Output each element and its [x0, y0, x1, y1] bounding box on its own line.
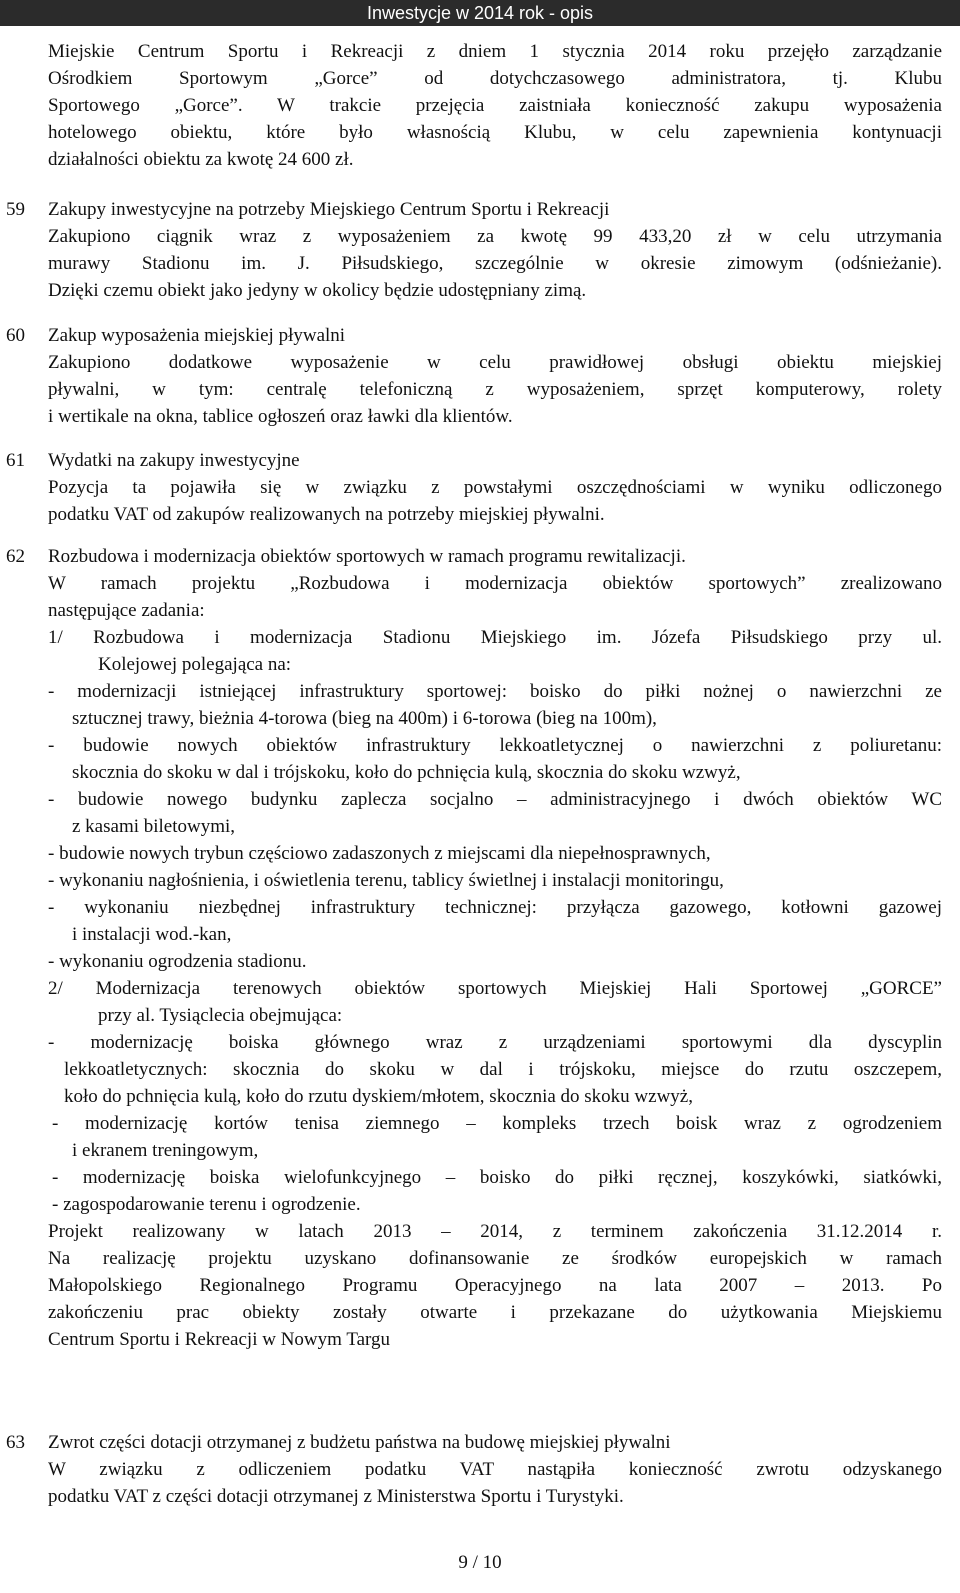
list-item: - modernizację kortów tenisa ziemnego – kompleks trzech boisk wraz z ogrodzeniem — [52, 1113, 942, 1134]
list-item: - budowie nowego budynku zaplecza socjalno – administracyjnego i dwóch obiektów WC — [48, 789, 942, 810]
text-line: Zakupiono dodatkowe wyposażenie w celu prawidłowej obsługi obiektu miejskiej — [48, 352, 942, 373]
list-item: - modernizację boiska wielofunkcyjnego – boisko do piłki ręcznej, koszykówki, siatkówki, — [52, 1167, 942, 1188]
text-line: W ramach projektu „Rozbudowa i modernizacja obiektów sportowych” zrealizowano — [48, 573, 942, 594]
item-title: Wydatki na zakupy inwestycyjne — [48, 450, 300, 471]
item-title: Zwrot części dotacji otrzymanej z budżetu państwa na budowę miejskiej pływalni — [48, 1432, 671, 1453]
header-bar — [0, 0, 960, 26]
text-line: Sportowego „Gorce”. W trakcie przejęcia zaistniała konieczność zakupu wyposażenia — [48, 95, 942, 116]
item-number: 60 — [6, 325, 25, 346]
text-line: koło do pchnięcia kulą, koło do rzutu dyskiem/młotem, skocznia do skoku wzwyż, — [64, 1086, 693, 1107]
text-line: Projekt realizowany w latach 2013 – 2014, z terminem zakończenia 31.12.2014 r. — [48, 1221, 942, 1242]
item-body — [48, 1429, 942, 1510]
item-title: Rozbudowa i modernizacja obiektów sportowych w ramach programu rewitalizacji. — [48, 546, 686, 567]
text-line: podatku VAT od zakupów realizowanych na potrzeby miejskiej pływalni. — [48, 504, 605, 525]
item-title: Zakupy inwestycyjne na potrzeby Miejskiego Centrum Sportu i Rekreacji — [48, 199, 610, 220]
text-line: i wertikale na okna, tablice ogłoszeń oraz ławki dla klientów. — [48, 406, 513, 427]
text-line: 2/ Modernizacja terenowych obiektów sportowych Miejskiej Hali Sportowej „GORCE” — [48, 978, 942, 999]
text-line: zakończeniu prac obiekty zostały otwarte i przekazane do użytkowania Miejskiemu — [48, 1302, 942, 1323]
item-body — [48, 447, 942, 528]
item-number: 61 — [6, 450, 25, 471]
list-item: - modernizacji istniejącej infrastruktury sportowej: boisko do piłki nożnej o nawierzchni ze — [48, 681, 942, 702]
list-item: - budowie nowych trybun częściowo zadaszonych z miejscami dla niepełnosprawnych, — [48, 843, 711, 864]
list-item: - budowie nowych obiektów infrastruktury lekkoatletycznej o nawierzchni z poliuretanu: — [48, 735, 942, 756]
page-number: 9 / 10 — [458, 1552, 502, 1573]
list-item: - wykonaniu ogrodzenia stadionu. — [48, 951, 307, 972]
text-line: Kolejowej polegająca na: — [98, 654, 292, 675]
text-line: z kasami biletowymi, — [72, 816, 236, 837]
list-item: - wykonaniu niezbędnej infrastruktury technicznej: przyłącza gazowego, kotłowni gazowej — [48, 897, 942, 918]
text-line: podatku VAT z części dotacji otrzymanej z Ministerstwa Sportu i Turystyki. — [48, 1486, 624, 1507]
text-line: skocznia do skoku w dal i trójskoku, koło do pchnięcia kulą, skocznia do skoku wzwyż, — [72, 762, 741, 783]
list-item: - modernizację boiska głównego wraz z urządzeniami sportowymi dla dyscyplin — [48, 1032, 942, 1053]
text-line: przy al. Tysiąclecia obejmująca: — [98, 1005, 343, 1026]
text-line: 1/ Rozbudowa i modernizacja Stadionu Miejskiego im. Józefa Piłsudskiego przy ul. — [48, 627, 942, 648]
text-line: pływalni, w tym: centralę telefoniczną z wyposażeniem, sprzęt komputerowy, rolety — [48, 379, 942, 400]
text-line: hotelowego obiektu, które było własnością Klubu, w celu zapewnienia kontynuacji — [48, 122, 942, 143]
text-line: Centrum Sportu i Rekreacji w Nowym Targu — [48, 1329, 391, 1350]
text-line: działalności obiektu za kwotę 24 600 zł. — [48, 149, 354, 170]
item-number: 62 — [6, 546, 25, 567]
intro-paragraph — [48, 38, 942, 173]
list-item: - zagospodarowanie terenu i ogrodzenie. — [52, 1194, 361, 1215]
text-line: i instalacji wod.-kan, — [72, 924, 232, 945]
text-line: sztucznej trawy, bieżnia 4-torowa (bieg na 400m) i 6-torowa (bieg na 100m), — [72, 708, 657, 729]
document-title: Inwestycje w 2014 rok - opis — [366, 3, 594, 23]
text-line: Na realizację projektu uzyskano dofinansowanie ze środków europejskich w ramach — [48, 1248, 942, 1269]
item-title: Zakup wyposażenia miejskiej pływalni — [48, 325, 346, 346]
text-line: W związku z odliczeniem podatku VAT nastąpiła konieczność zwrotu odzyskanego — [48, 1459, 942, 1480]
text-line: Małopolskiego Regionalnego Programu Operacyjnego na lata 2007 – 2013. Po — [48, 1275, 942, 1296]
text-line: Ośrodkiem Sportowym „Gorce” od dotychczasowego administratora, tj. Klubu — [48, 68, 942, 89]
text-line: następujące zadania: — [48, 600, 205, 621]
text-line: murawy Stadionu im. J. Piłsudskiego, szczególnie w okresie zimowym (odśnieżanie). — [48, 253, 942, 274]
item-body — [48, 543, 942, 1353]
text-line: Dzięki czemu obiekt jako jedyny w okolicy będzie udostępniany zimą. — [48, 280, 587, 301]
item-number: 59 — [6, 199, 25, 220]
text-line: Miejskie Centrum Sportu i Rekreacji z dniem 1 stycznia 2014 roku przejęło zarządzanie — [48, 41, 942, 62]
item-body — [48, 196, 942, 304]
text-line: Pozycja ta pojawiła się w związku z powstałymi oszczędnościami w wyniku odliczonego — [48, 477, 942, 498]
item-number: 63 — [6, 1432, 25, 1453]
text-line: i ekranem treningowym, — [72, 1140, 259, 1161]
item-body — [48, 322, 942, 430]
text-line: Zakupiono ciągnik wraz z wyposażeniem za kwotę 99 433,20 zł w celu utrzymania — [48, 226, 942, 247]
list-item: - wykonaniu nagłośnienia, i oświetlenia terenu, tablicy świetlnej i instalacji monitoringu, — [48, 870, 724, 891]
text-line: lekkoatletycznych: skocznia do skoku w dal i trójskoku, miejsce do rzutu oszczepem, — [64, 1059, 942, 1080]
